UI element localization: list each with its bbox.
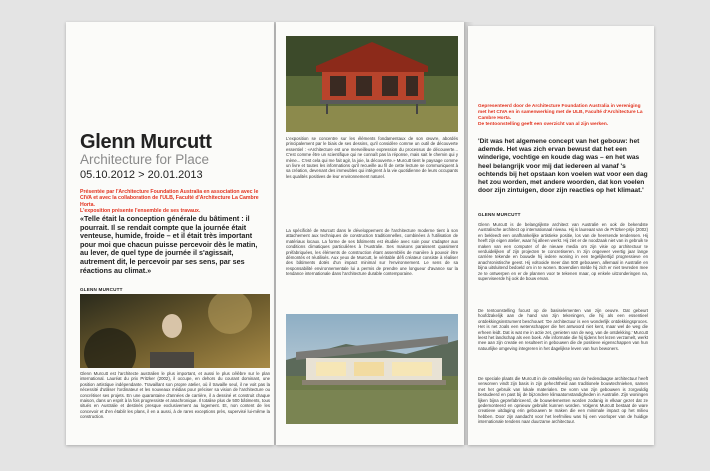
house-illustration-top (286, 36, 458, 132)
exhibition-dates: 05.10.2012 > 20.01.2013 (80, 169, 203, 181)
left-page (66, 22, 274, 445)
intro-text (80, 189, 270, 214)
intro-sub: L'exposition présente l'ensemble de ses travaux. (80, 207, 201, 214)
right-body-text-1: Glenn Murcutt is de belangrijkste architect van Australië en ook de bekendste Australische architect op internationaal niveau. Hij is laureaat van de Pritzker-prijs (2002) en bekleedt een onafhankelijke artistieke positie, los van de heersende tendensen. Hij heeft zijn eigen atelier, waar hij alleen werkt. Hij ziet er de noodzaak niet van in gebruik te maken van een computer of de nieuwe media om zijn visie op architectuur te verduidelijken of zijn projecten te concretiseren. In zijn ongeveer veertig jaar lange carrière tekende en bouwde hij iedere woning in een tegelijkertijd progressieve en anachronistische geest. Hij voltooide meer dan 500 gebouwen, allemaal in Australië en bijna uitsluitend bedoeld om in te wonen. Bovendien stelde hij zich er niet tevreden mee ze te ontwerpen en er de plannen voor te tekenen maar, op enkele uitzonderingen na, superviseerde hij ook de bouw ervan. (478, 222, 648, 282)
right-quote-author: GLENN MURCUTT (478, 212, 521, 217)
house-photo-bottom (286, 314, 458, 424)
portrait-photo (80, 294, 270, 368)
right-body-text-3: De speciale plaats die Murcutt in de ontwikkeling van de hedendaagse architectuur heeft verworven vindt zijn basis in zijn gehechtheid aan traditionele bouwtechnieken, samen met het gebruik van lokale materialen. De vorm van zijn gebouwen is zorgvuldig bestudeerd en past bij de bijzondere klimaatomstandigheden in Australië. Zijn woningen lijken bijna geprefabriceerd, de bouwelementen worden zodanig in elkaar gezet dat ze gedemonteerd en opnieuw gebruikt kunnen worden. Volgens Murcutt bestaat de ware creatieve uitdaging erin gebouwen te maken die een minimale impact op het milieu hebben. Door zijn aandacht voor het leefmilieu was hij een voorloper van de huidige internationale tendens naar duurzame architectuur. (478, 376, 648, 425)
house-illustration-bottom (286, 314, 458, 424)
middle-page (276, 22, 464, 445)
exhibition-subtitle: Architecture for Place (80, 152, 210, 167)
right-body-text-2: De tentoonstelling focust op de basiselementen van zijn oeuvre. Dat gebeurt hoofdzakelijk aan de hand van zijn tekeningen, die hij als een essentieel ontdekkingsinstrument beschouwt: 'De architectuur is een wonderlijk ontdekkingsproces. Het is net zoals een wetenschapper die het antwoord niet kent, maar wel de weg die erheen leidt. Dat is wat me in actie zet, genieten van de weg, van de ontdekking.' Murcutt leest het landschap als een boek. Alle informatie die hij tijdens het lezen verzamelt, werkt mee aan zijn creatie en resulteert in gebouwen die de positieve eigenschappen van hun natuurlijke omgeving integreren in het dagelijkse leven van hun bewoners. (478, 308, 648, 351)
right-intro-presented-by: Gepresenteerd door de Architecture Foundation Australia in vereniging met het CIVA en in samenwerking met de ULB, Faculté d'Architecture La Cambre Horta. (478, 104, 643, 121)
pull-quote: «Telle était la conception générale du bâtiment : il pourrait. Il se rendait compte que la journée était venteuse, humide, froide – et il était très important pour moi que chacun puisse percevoir dès le matin, au lever, de quel type de journée il s'agissait, autrement dit, le percevoir par ses sens, par ses réactions au climat.» (80, 214, 258, 275)
right-intro-sub: De tentoonstelling geeft een overzicht van al zijn werken. (478, 122, 609, 127)
house-photo-top (286, 36, 458, 132)
middle-body-text-1: L'exposition se concentre sur les éléments fondamentaux de son œuvre, abordés principalement par le biais de ses dessins, qu'il considère comme un outil de découverte essentiel : «Architecture est une merveilleuse expression du processus de découverte... C'est comme être un scientifique qui ne connaît pas la réponse, mais sait le chemin qui y mène... C'est cela qui me fait agir, la joie, la découverte.» Murcutt tient le paysage comme un livre et toutes les informations qu'il recueille au fil de cette lecture se communiquent à sa création, devenant des immeubles qui intègrent à la vie quotidienne de leurs occupants les qualités positives de leur environnement naturel. (286, 136, 458, 179)
quote-author: GLENN MURCUTT (80, 287, 123, 292)
exhibition-title: Glenn Murcutt (80, 131, 212, 153)
middle-body-text-2: La spécificité de Murcutt dans le développement de l'architecture moderne tient à son attachement aux techniques de construction traditionnelles, combinées à l'utilisation de matériaux locaux. La forme de ses bâtiments est étudiée avec soin pour s'adapter aux conditions climatiques particulières à l'Australie. Ses maisons paraissent quasiment préfabriquées, les éléments de construction étant assemblés de manière à pouvoir être démontés et réutilisés. Aux yeux de Murcutt, le véritable défi créateur consiste à réaliser des bâtiments dotés d'un impact minimal sur l'environnement. Le sens de sa responsabilité environnementale lui a permis de prendre une longueur d'avance sur la tendance internationale dans l'architecture durable contemporaine. (286, 228, 458, 277)
portrait-illustration (80, 294, 270, 368)
intro-presented-by: Présentée par l'Architecture Foundation Australia en association avec le CIVA et avec la collaboration de l'ULB, Faculté d'Architecture La Cambre Horta. (80, 189, 259, 208)
left-body-text: Glenn Murcutt est l'architecte australien le plus important, et aussi le plus célèbre sur le plan international. Lauréat du prix Pritzker (2002), il occupe, en dehors du courant dominant, une position artistique indépendante. Travaillant son propre atelier, où il travaille seul, il ne voit pas la nécessité d'utiliser l'ordinateur et les nouveaux médias pour préciser sa vision de l'architecture ou concrétiser ses projets. En une quarantaine d'années de carrière, il a dessiné et construit chaque maison, dans un esprit à la fois progressiste et anachronique. Il totalise plus de 500 bâtiments, tous situés en Australie et destinés presque exclusivement au logement. Et, non content de les concevoir et d'en établir les plans, il en a aussi, à de rares exceptions près, supervisé lui-même la construction. (80, 371, 270, 420)
right-page (468, 26, 654, 445)
right-pull-quote: 'Dit was het algemene concept van het gebouw: het ademde. Het was zich ervan bewust dat het een winderige, vochtige en koude dag was – en het was heel belangrijk voor mij dat iedereen al vanaf 's ochtends bij het opstaan kon voelen wat voor een dag het zou worden, met andere woorden, dat kon voelen door zijn zintuigen, door zijn reacties op het klimaat.' (478, 138, 648, 195)
right-intro-text (478, 104, 648, 128)
